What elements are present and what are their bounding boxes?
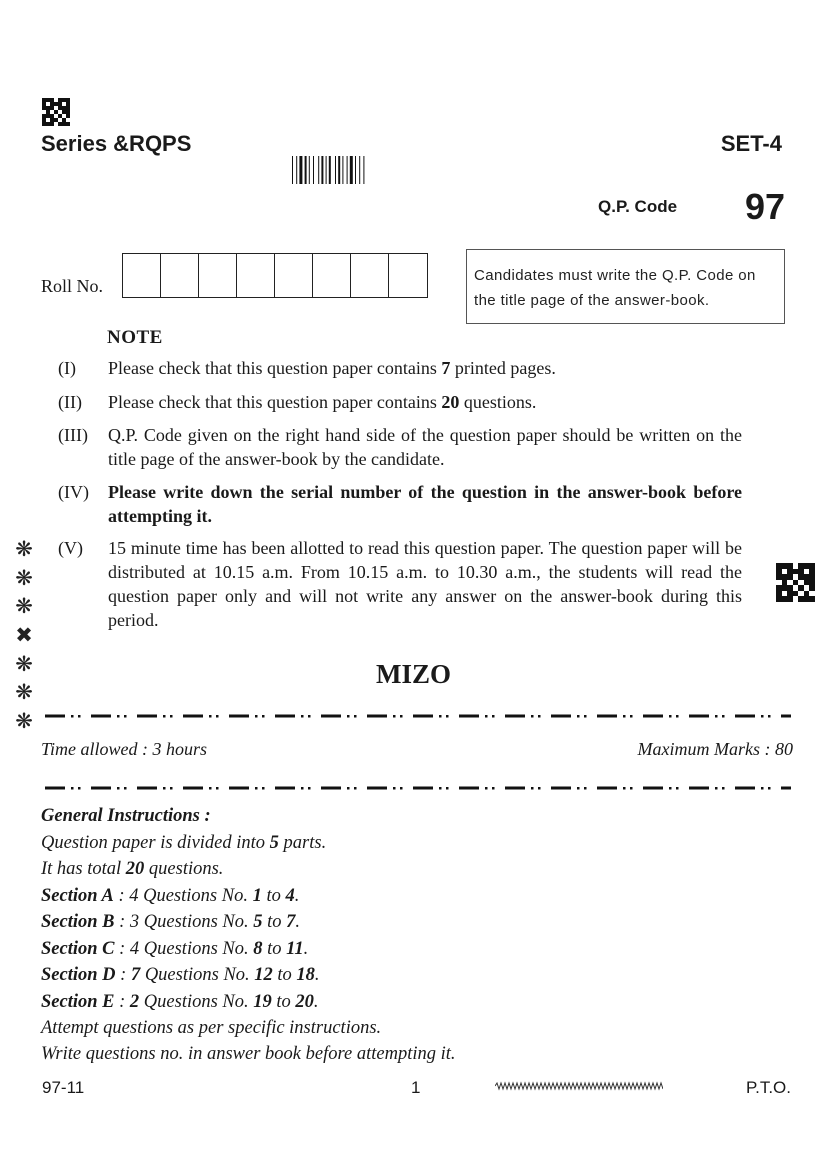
asterisk-mark-icon: ❋ xyxy=(15,651,33,676)
note-number: (II) xyxy=(58,392,82,412)
dot-segment xyxy=(354,787,357,790)
instruction-line: Section C : 4 Questions No. 8 to 11. xyxy=(41,939,309,959)
dash-segment xyxy=(505,715,525,718)
dot-segment xyxy=(439,715,442,718)
dot-segment xyxy=(209,787,212,790)
dot-segment xyxy=(124,787,127,790)
dot-segment xyxy=(163,787,166,790)
dot-segment xyxy=(630,715,633,718)
dash-segment xyxy=(459,715,479,718)
dot-segment xyxy=(531,787,534,790)
note-text: Please check that this question paper contains 7 printed pages. xyxy=(108,358,556,378)
page-number: 1 xyxy=(411,1078,421,1097)
dash-segment xyxy=(367,787,387,790)
dot-segment xyxy=(393,787,396,790)
dot-segment xyxy=(78,787,81,790)
dot-segment xyxy=(715,715,718,718)
dot-segment xyxy=(676,787,679,790)
asterisk-mark-icon: ❋ xyxy=(15,565,33,590)
dot-segment xyxy=(623,787,626,790)
instruction-line: Question paper is divided into 5 parts. xyxy=(41,833,327,853)
dot-segment xyxy=(400,715,403,718)
dash-segment xyxy=(367,715,387,718)
instruction-line: Section A : 4 Questions No. 1 to 4. xyxy=(41,886,300,906)
barcode-bar xyxy=(313,156,314,184)
dash-segment xyxy=(91,787,111,790)
dot-segment xyxy=(623,715,626,718)
dot-segment xyxy=(71,715,74,718)
dot-segment xyxy=(255,715,258,718)
dot-segment xyxy=(531,715,534,718)
dot-segment xyxy=(630,787,633,790)
dot-segment xyxy=(761,787,764,790)
dash-segment xyxy=(275,715,295,718)
dot-segment xyxy=(485,787,488,790)
roll-number-boxes[interactable] xyxy=(122,253,428,298)
dash-segment xyxy=(597,787,617,790)
roll-box[interactable] xyxy=(123,254,161,297)
dash-segment xyxy=(735,715,755,718)
dash-segment xyxy=(45,787,65,790)
dot-segment xyxy=(577,787,580,790)
dot-segment xyxy=(308,787,311,790)
dash-segment xyxy=(275,787,295,790)
dot-segment xyxy=(301,787,304,790)
dash-divider-line xyxy=(45,786,791,790)
roll-box[interactable] xyxy=(313,254,351,297)
dot-segment xyxy=(209,715,212,718)
barcode-icon xyxy=(292,156,380,184)
roll-box[interactable] xyxy=(161,254,199,297)
dot-segment xyxy=(492,787,495,790)
qr-code-icon xyxy=(776,563,815,602)
barcode-bar xyxy=(363,156,364,184)
roll-number-label: Roll No. xyxy=(41,276,104,296)
note-number: (V) xyxy=(58,538,83,558)
dash-segment xyxy=(321,787,341,790)
dash-segment xyxy=(45,715,65,718)
candidate-notice-box: Candidates must write the Q.P. Code on the title page of the answer-book. xyxy=(466,249,785,324)
wave-path xyxy=(495,1083,663,1089)
dash-segment xyxy=(321,715,341,718)
dot-segment xyxy=(308,715,311,718)
dot-segment xyxy=(492,715,495,718)
dot-segment xyxy=(676,715,679,718)
roll-box[interactable] xyxy=(237,254,275,297)
note-text: Please check that this question paper contains 20 questions. xyxy=(108,392,537,412)
dot-segment xyxy=(170,715,173,718)
dash-segment xyxy=(459,787,479,790)
barcode-bar xyxy=(326,156,327,184)
dash-segment xyxy=(413,787,433,790)
dash-divider-line xyxy=(45,714,791,718)
note-text: 15 minute time has been allotted to read this question paper. The question paper will be distributed at 10.15 a.m. From 10.15 a.m. to 10.30 a.m., the students will read the question paper only and will not write any answer on the answer-book during this period. xyxy=(108,538,742,630)
note-text: Q.P. Code given on the right hand side of the question paper should be written on the title page of the answer-book by the candidate. xyxy=(108,425,742,469)
note-text: Please write down the serial number of the question in the answer-book before attempting it. xyxy=(108,482,742,526)
dash-segment xyxy=(183,787,203,790)
note-number: (IV) xyxy=(58,482,89,502)
barcode-bar xyxy=(329,156,331,184)
pto-label: P.T.O. xyxy=(745,1078,791,1097)
dot-segment xyxy=(722,787,725,790)
dot-segment xyxy=(216,787,219,790)
dash-segment xyxy=(91,715,111,718)
dot-segment xyxy=(170,787,173,790)
dash-segment xyxy=(551,787,571,790)
dash-segment xyxy=(781,787,791,790)
dot-segment xyxy=(584,787,587,790)
dash-segment xyxy=(781,715,791,718)
dash-segment xyxy=(689,787,709,790)
dot-segment xyxy=(117,787,120,790)
wave-line-icon xyxy=(495,1080,663,1092)
roll-box[interactable] xyxy=(389,254,427,297)
instruction-line: Write questions no. in answer book before attempting it. xyxy=(41,1044,456,1064)
dot-segment xyxy=(669,715,672,718)
side-security-marks xyxy=(12,535,36,736)
dot-segment xyxy=(768,715,771,718)
dash-segment xyxy=(137,787,157,790)
barcode-bar xyxy=(309,156,310,184)
instruction-line: Section D : 7 Questions No. 12 to 18. xyxy=(41,965,320,985)
dot-segment xyxy=(301,715,304,718)
time-allowed: Time allowed : 3 hours xyxy=(41,739,208,759)
series-label: Series &RQPS xyxy=(41,131,192,156)
dot-segment xyxy=(262,787,265,790)
asterisk-mark-icon: ❋ xyxy=(15,680,33,705)
dot-segment xyxy=(393,715,396,718)
dash-segment xyxy=(643,715,663,718)
dot-segment xyxy=(78,715,81,718)
set-label: SET-4 xyxy=(720,131,782,156)
general-instructions-title: General Instructions : xyxy=(41,806,211,826)
dot-segment xyxy=(577,715,580,718)
dot-segment xyxy=(761,715,764,718)
dot-segment xyxy=(669,787,672,790)
qr-code-icon xyxy=(42,98,70,126)
barcode-bar xyxy=(305,156,307,184)
asterisk-mark-icon: ❋ xyxy=(15,709,33,734)
dot-segment xyxy=(538,715,541,718)
barcode-bar xyxy=(359,156,360,184)
qp-code-label: Q.P. Code xyxy=(598,197,678,216)
dot-segment xyxy=(117,715,120,718)
dot-segment xyxy=(715,787,718,790)
roll-box[interactable] xyxy=(351,254,389,297)
barcode-bar xyxy=(355,156,356,184)
barcode-bar xyxy=(338,156,340,184)
barcode-bar xyxy=(292,156,293,184)
barcode-bar xyxy=(350,156,353,184)
instruction-line: Section E : 2 Questions No. 19 to 20. xyxy=(41,992,319,1012)
dot-segment xyxy=(485,715,488,718)
dash-segment xyxy=(413,715,433,718)
dash-segment xyxy=(229,787,249,790)
dot-segment xyxy=(400,787,403,790)
roll-box[interactable] xyxy=(199,254,237,297)
dash-segment xyxy=(597,715,617,718)
barcode-bar xyxy=(335,156,336,184)
dash-segment xyxy=(183,715,203,718)
roll-box[interactable] xyxy=(275,254,313,297)
instruction-line: It has total 20 questions. xyxy=(41,859,224,879)
cross-mark-icon: ✖ xyxy=(15,623,33,648)
maximum-marks: Maximum Marks : 80 xyxy=(637,739,793,759)
dot-segment xyxy=(347,715,350,718)
asterisk-mark-icon: ❋ xyxy=(15,594,33,619)
subject-title: MIZO xyxy=(375,659,451,689)
dot-segment xyxy=(255,787,258,790)
barcode-bar xyxy=(299,156,302,184)
dash-segment xyxy=(551,715,571,718)
dash-segment xyxy=(229,715,249,718)
barcode-bar xyxy=(342,156,343,184)
dot-segment xyxy=(347,787,350,790)
note-title: NOTE xyxy=(107,327,163,348)
dot-segment xyxy=(216,715,219,718)
dot-segment xyxy=(768,787,771,790)
dot-segment xyxy=(439,787,442,790)
qp-code-value: 97 xyxy=(745,186,786,227)
dot-segment xyxy=(722,715,725,718)
dash-segment xyxy=(735,787,755,790)
instruction-line: Attempt questions as per specific instructions. xyxy=(41,1018,382,1038)
dot-segment xyxy=(446,715,449,718)
instruction-line: Section B : 3 Questions No. 5 to 7. xyxy=(41,912,301,932)
asterisk-mark-icon: ❋ xyxy=(15,537,33,561)
dash-segment xyxy=(137,715,157,718)
barcode-bar xyxy=(347,156,348,184)
dot-segment xyxy=(354,715,357,718)
barcode-bar xyxy=(318,156,319,184)
dot-segment xyxy=(262,715,265,718)
note-number: (III) xyxy=(58,425,88,445)
barcode-bar xyxy=(321,156,323,184)
dash-segment xyxy=(505,787,525,790)
dot-segment xyxy=(538,787,541,790)
note-number: (I) xyxy=(58,358,76,378)
dot-segment xyxy=(71,787,74,790)
dot-segment xyxy=(446,787,449,790)
dot-segment xyxy=(584,715,587,718)
paper-code-footer: 97-11 xyxy=(42,1078,85,1097)
dot-segment xyxy=(163,715,166,718)
barcode-bar xyxy=(296,156,297,184)
dot-segment xyxy=(124,715,127,718)
dash-segment xyxy=(643,787,663,790)
dash-segment xyxy=(689,715,709,718)
